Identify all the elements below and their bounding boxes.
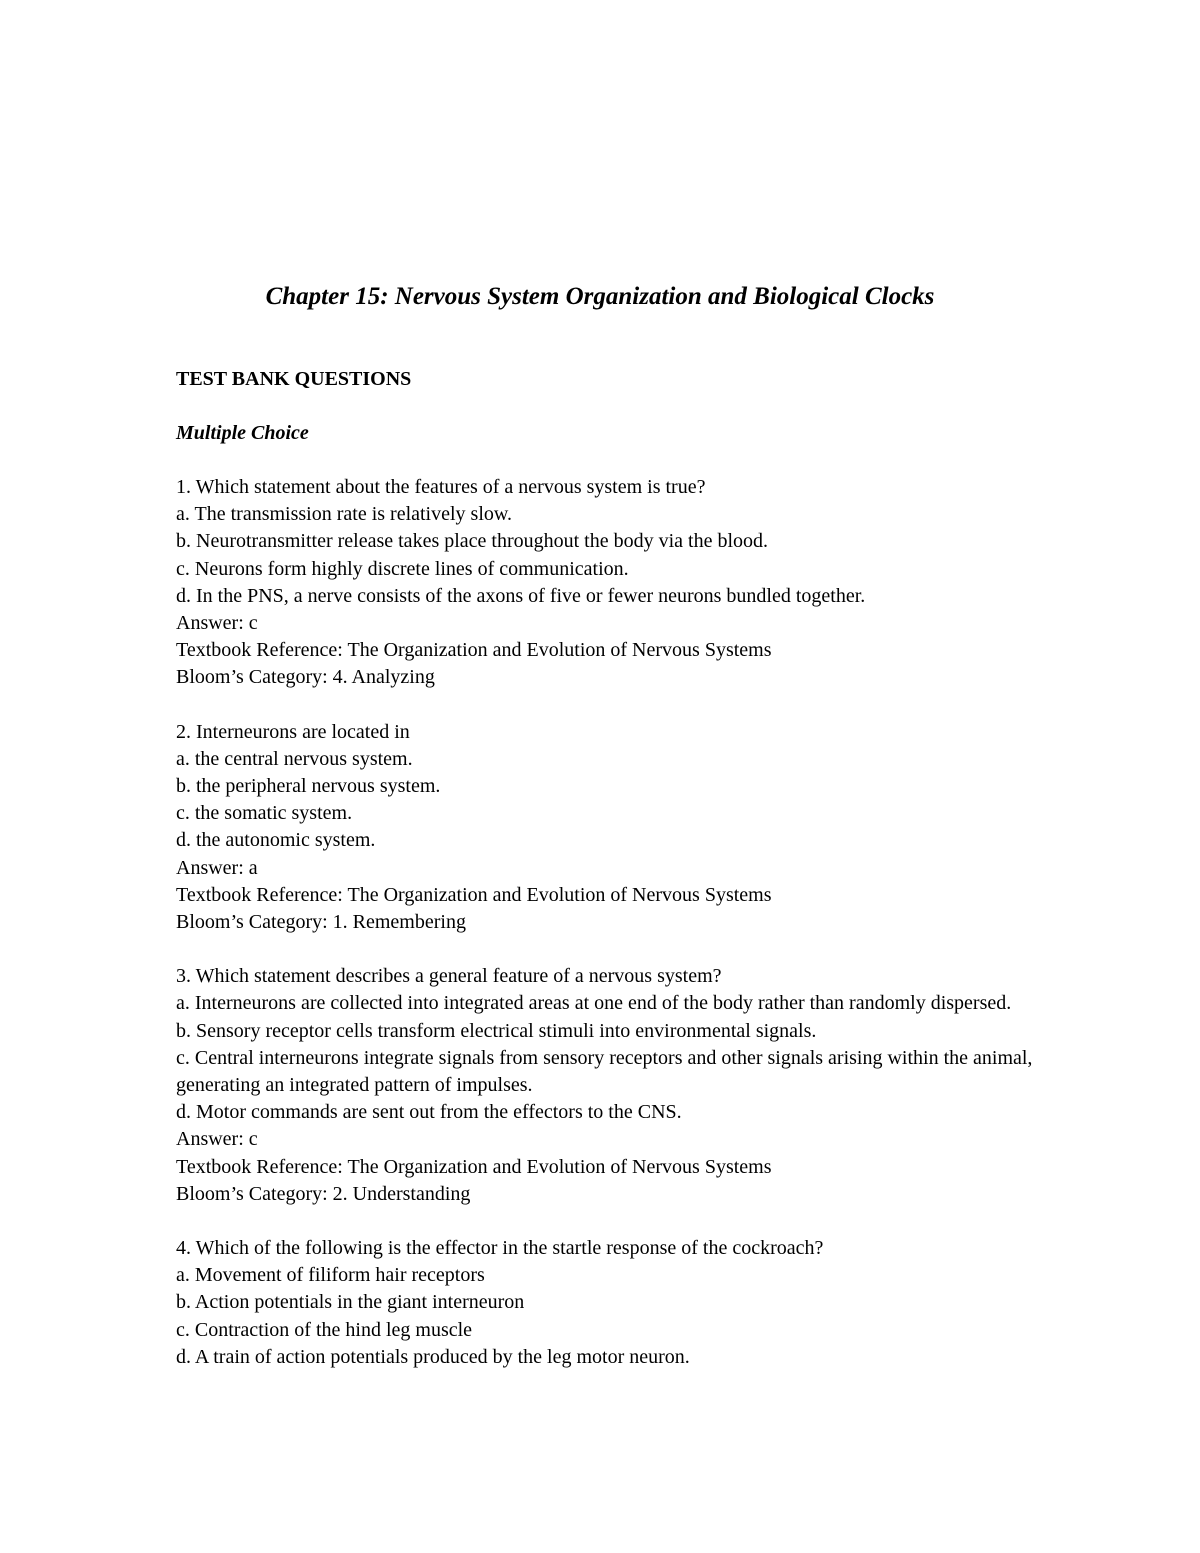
answer-key: Answer: a	[176, 856, 258, 879]
question-stem: 1. Which statement about the features of a nervous system is true?	[176, 476, 706, 498]
blooms-category: Bloom’s Category: 2. Understanding	[176, 1182, 471, 1205]
answer-option: a. The transmission rate is relatively slow.	[176, 503, 513, 526]
blooms-category: Bloom’s Category: 1. Remembering	[176, 911, 466, 934]
answer-option: b. the peripheral nervous system.	[176, 775, 441, 798]
answer-option: b. Neurotransmitter release takes place throughout the body via the blood.	[176, 530, 769, 553]
question-stem: 3. Which statement describes a general feature of a nervous system?	[176, 965, 722, 988]
subsection-heading: Multiple Choice	[176, 422, 309, 444]
answer-option: b. Sensory receptor cells transform electrical stimuli into environmental signals.	[176, 1019, 817, 1042]
question-stem: 2. Interneurons are located in	[176, 720, 410, 743]
answer-option: d. the autonomic system.	[176, 829, 376, 852]
question-stem: 4. Which of the following is the effector in the startle response of the cockroach?	[176, 1237, 824, 1260]
answer-option: d. Motor commands are sent out from the effectors to the CNS.	[176, 1101, 682, 1124]
answer-option: d. A train of action potentials produced by the leg motor neuron.	[176, 1345, 690, 1368]
question-4	[176, 1235, 1056, 1371]
textbook-reference: Textbook Reference: The Organization and Evolution of Nervous Systems	[176, 883, 772, 906]
answer-option: a. Interneurons are collected into integrated areas at one end of the body rather than randomly dispersed.	[176, 992, 1012, 1015]
answer-option: c. Central interneurons integrate signals from sensory receptors and other signals arising within the animal, generating an integrated pattern of impulses.	[176, 1046, 1033, 1097]
answer-option: a. Movement of filiform hair receptors	[176, 1264, 485, 1287]
answer-option: c. the somatic system.	[176, 802, 353, 825]
answer-option: c. Neurons form highly discrete lines of communication.	[176, 557, 629, 580]
answer-option: d. In the PNS, a nerve consists of the axons of five or fewer neurons bundled together.	[176, 584, 866, 607]
document-body	[176, 366, 1056, 1371]
section-heading: TEST BANK QUESTIONS	[176, 368, 412, 390]
textbook-reference: Textbook Reference: The Organization and Evolution of Nervous Systems	[176, 639, 772, 662]
blooms-category: Bloom’s Category: 4. Analyzing	[176, 666, 435, 689]
answer-option: a. the central nervous system.	[176, 747, 413, 770]
chapter-title: Chapter 15: Nervous System Organization and Biological Clocks	[265, 283, 935, 310]
question-3	[176, 963, 1056, 1208]
question-1	[176, 474, 1056, 692]
answer-option: c. Contraction of the hind leg muscle	[176, 1318, 473, 1341]
question-2	[176, 719, 1056, 937]
answer-key: Answer: c	[176, 1128, 258, 1151]
textbook-reference: Textbook Reference: The Organization and Evolution of Nervous Systems	[176, 1155, 772, 1178]
answer-option: b. Action potentials in the giant interneuron	[176, 1291, 525, 1314]
answer-key: Answer: c	[176, 612, 258, 635]
